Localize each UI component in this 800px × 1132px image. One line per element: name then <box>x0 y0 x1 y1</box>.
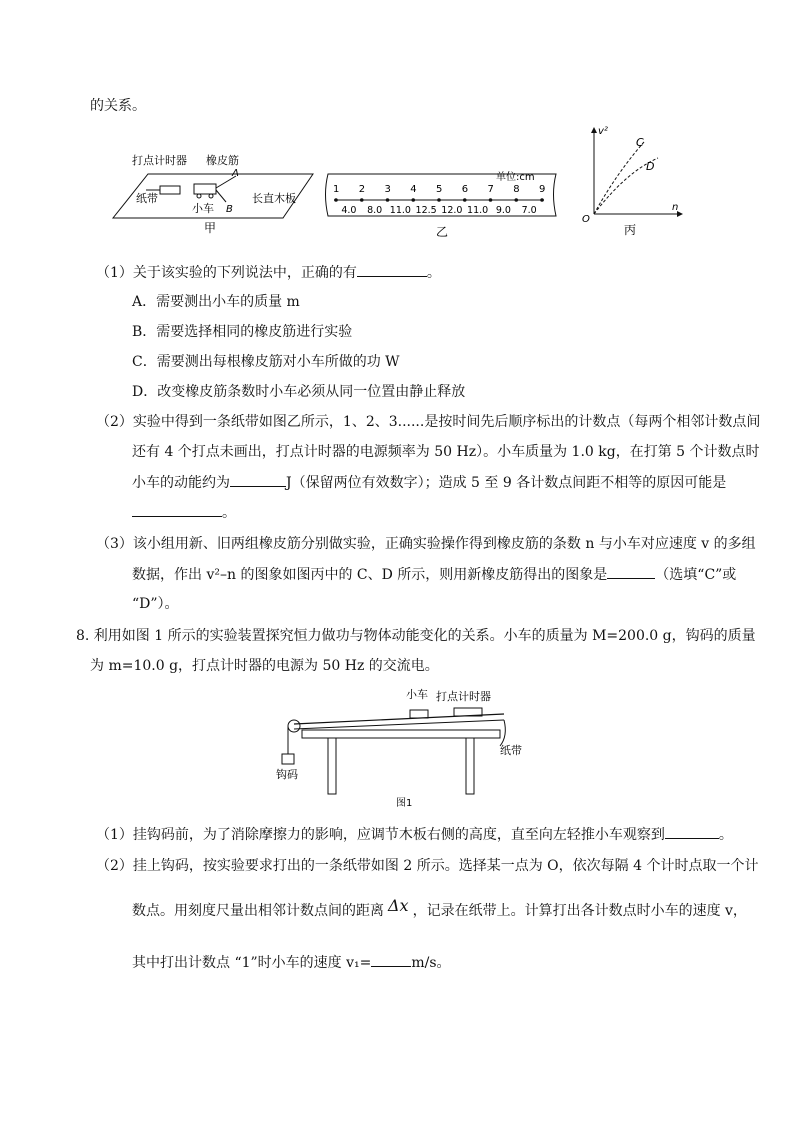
bing-origin-label: O <box>582 214 590 225</box>
yi-distance-label: 11.0 <box>389 205 411 216</box>
yi-distance-label: 11.0 <box>467 205 489 216</box>
jia-timer-label: 打点计时器 <box>132 154 187 167</box>
q8-part2-line3 <box>132 952 451 973</box>
fig1-car-label: 小车 <box>406 688 428 701</box>
yi-point-dot <box>386 198 390 202</box>
yi-point-dot <box>360 198 364 202</box>
q7-graph-choice-blank[interactable] <box>607 564 655 579</box>
yi-distance-label: 9.0 <box>495 205 511 216</box>
jia-point-a: A <box>232 168 239 179</box>
yi-point-label: 2 <box>358 184 366 195</box>
q8-part2-line2 <box>132 896 747 921</box>
fig1-timer-label: 打点计时器 <box>436 690 491 703</box>
q8-part1 <box>96 824 733 845</box>
q7-option-c: C．需要测出每根橡皮筋对小车所做的功 W <box>132 354 400 370</box>
q8-velocity-blank[interactable] <box>371 952 411 967</box>
q8-part2-line3-pre: 其中打出计数点 “1”时小车的速度 v₁= <box>132 955 372 971</box>
q8-line1: 8. 利用如图 1 所示的实验装置探究恒力做功与物体动能变化的关系。小车的质量为 M=200.0 g，钩码的质量 <box>76 628 756 644</box>
intro-tail: 的关系。 <box>90 98 146 114</box>
q7-part3-line2-pre: 数据，作出 v²–n 的图象如图丙中的 C、D 所示，则用新橡皮筋得出的图象是 <box>132 567 608 583</box>
jia-car-label: 小车 <box>192 202 214 215</box>
yi-point-label: 8 <box>513 184 520 195</box>
jia-rubber-label: 橡皮筋 <box>206 154 239 167</box>
yi-point-dot <box>540 198 544 202</box>
yi-point-label: 9 <box>539 184 546 195</box>
yi-point-dot <box>334 198 338 202</box>
yi-point-dot <box>489 198 493 202</box>
q7-part3-line2-post: （选填“C”或 <box>655 567 737 583</box>
delta-x-symbol: Δx <box>388 896 409 915</box>
q7-kinetic-energy-blank[interactable] <box>230 472 286 487</box>
jia-tape-label: 纸带 <box>136 192 158 205</box>
yi-point-dot <box>411 198 415 202</box>
fig1-caption: 图1 <box>396 798 413 809</box>
q8-part2-line2-post: ，记录在纸带上。计算打出各计数点时小车的速度 v， <box>412 903 747 919</box>
q7-part3-line2 <box>132 564 736 585</box>
q7-part2-line4 <box>132 502 236 523</box>
jia-board-label: 长直木板 <box>252 192 296 205</box>
fig1-weight-label: 钩码 <box>276 768 298 781</box>
figure-jia <box>108 150 314 240</box>
q7-option-b: B．需要选择相同的橡皮筋进行实验 <box>132 324 353 340</box>
yi-point-dot <box>437 198 441 202</box>
q7-option-a: A．需要测出小车的质量 m <box>132 294 300 310</box>
yi-caption: 乙 <box>436 225 449 239</box>
q7-part1-end: 。 <box>426 265 441 281</box>
q8-line2: 为 m=10.0 g，打点计时器的电源为 50 Hz 的交流电。 <box>90 658 439 674</box>
yi-point-dot <box>514 198 518 202</box>
yi-point-label: 6 <box>461 184 469 195</box>
q7-part1 <box>96 262 441 283</box>
yi-distance-label: 12.0 <box>441 205 463 216</box>
jia-point-b: B <box>226 204 233 215</box>
figure-bing <box>576 124 686 240</box>
q8-part1-blank[interactable] <box>665 824 719 839</box>
q7-option-d: D．改变橡皮筋条数时小车必须从同一位置由静止释放 <box>132 384 466 400</box>
figure-yi <box>322 166 562 240</box>
yi-point-label: 4 <box>410 184 417 195</box>
bing-caption: 丙 <box>624 223 637 237</box>
bing-y-axis-label: v² <box>598 126 608 137</box>
q7-part3-line1: （3）该小组用新、旧两组橡皮筋分别做实验，正确实验操作得到橡皮筋的条数 n 与小车对应速度 v 的多组 <box>96 536 756 552</box>
yi-point-label: 7 <box>487 184 494 195</box>
yi-point-dot <box>463 198 467 202</box>
q8-part1-end: 。 <box>718 827 733 843</box>
bing-x-axis-label: n <box>672 202 679 213</box>
yi-distance-label: 12.5 <box>415 205 437 216</box>
fig1-tape-label: 纸带 <box>500 744 522 757</box>
yi-distance-label: 4.0 <box>341 205 357 216</box>
q7-part2-line3-post: J（保留两位有效数字）；造成 5 至 9 各计数点间距不相等的原因可能是 <box>286 475 727 491</box>
jia-caption: 甲 <box>204 221 217 235</box>
yi-point-label: 1 <box>333 184 340 195</box>
q7-part2-line3 <box>132 472 726 493</box>
q7-part2-line3-pre: 小车的动能约为 <box>132 475 230 491</box>
q7-part2-line2: 还有 4 个打点未画出，打点计时器的电源频率为 50 Hz）。小车质量为 1.0 kg，在打第 5 个计数点时 <box>132 444 760 460</box>
q7-reason-blank[interactable] <box>132 502 222 517</box>
yi-point-label: 5 <box>436 184 443 195</box>
q8-part1-text: （1）挂钩码前，为了消除摩擦力的影响，应调节木板右侧的高度，直至向左轻推小车观察到 <box>96 827 665 843</box>
q7-part1-text: （1）关于该实验的下列说法中，正确的有 <box>96 265 357 281</box>
q8-part2-line2-pre: 数点。用刻度尺量出相邻计数点间的距离 <box>132 903 384 919</box>
yi-distance-label: 8.0 <box>367 205 383 216</box>
bing-curve-c-label: C <box>636 136 644 149</box>
q8-part2-line3-post: m/s。 <box>411 955 451 971</box>
bing-curve-d-label: D <box>646 160 655 173</box>
q7-part2-line1: （2）实验中得到一条纸带如图乙所示，1、2、3......是按时间先后顺序标出的计数点（每两个相邻计数点间 <box>96 414 761 430</box>
yi-unit-label: 单位:cm <box>496 172 535 183</box>
yi-point-label: 3 <box>384 184 391 195</box>
figure-1-apparatus <box>272 684 522 812</box>
q7-part3-line3: “D”）。 <box>132 596 179 612</box>
q8-part2-line1: （2）挂上钩码，按实验要求打出的一条纸带如图 2 所示。选择某一点为 O，依次每隔 4 个计时点取一个计 <box>96 858 759 874</box>
q7-part1-blank[interactable] <box>357 262 427 277</box>
yi-distance-label: 7.0 <box>521 205 537 216</box>
q7-part2-line4-end: 。 <box>222 505 236 521</box>
